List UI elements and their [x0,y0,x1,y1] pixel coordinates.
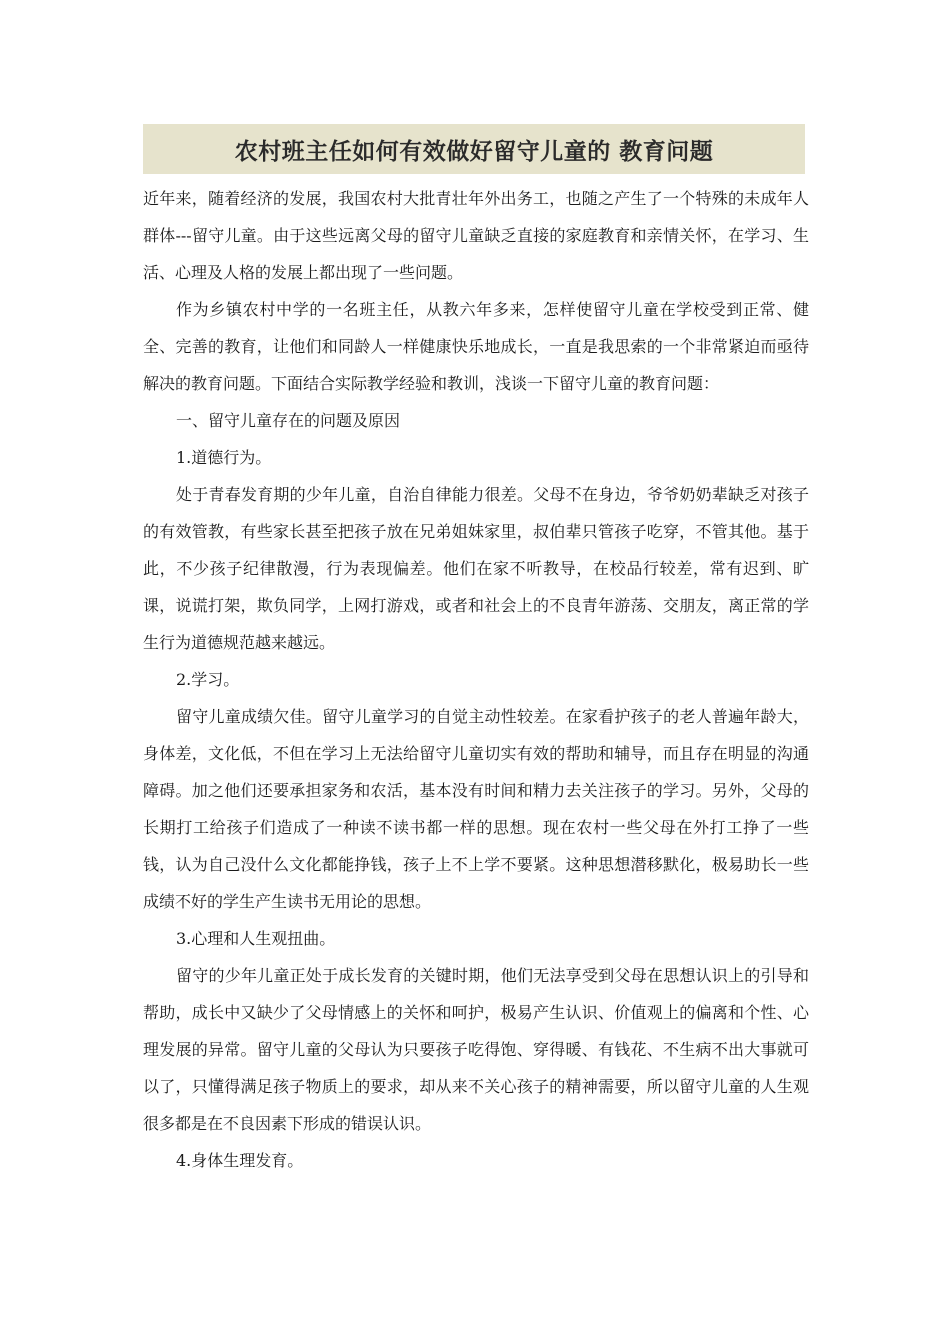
subheading-psychology: 3.心理和人生观扭曲。 [176,929,336,948]
document-body [143,180,809,1179]
paragraph-author-context: 作为乡镇农村中学的一名班主任，从教六年多来，怎样使留守儿童在学校受到正常、健全、完善的教育，让他们和同龄人一样健康快乐地成长，一直是我思索的一个非常紧迫而亟待解决的教育问题。下面结合实际教学经验和教训，浅谈一下留守儿童的教育问题： [143,300,809,393]
section-heading-problems: 一、留守儿童存在的问题及原因 [176,411,401,430]
paragraph-intro: 近年来，随着经济的发展，我国农村大批青壮年外出务工，也随之产生了一个特殊的未成年人群体---留守儿童。由于这些远离父母的留守儿童缺乏直接的家庭教育和亲情关怀，在学习、生活、心理及人格的发展上都出现了一些问题。 [143,189,809,282]
subheading-physical-development: 4.身体生理发育。 [176,1151,304,1170]
title-banner [143,124,805,174]
document-title: 农村班主任如何有效做好留守儿童的 教育问题 [234,137,714,165]
subheading-moral-behavior: 1.道德行为。 [176,448,272,467]
paragraph-study: 留守儿童成绩欠佳。留守儿童学习的自觉主动性较差。在家看护孩子的老人普遍年龄大，身体差，文化低，不但在学习上无法给留守儿童切实有效的帮助和辅导，而且存在明显的沟通障碍。加之他们还要承担家务和农活，基本没有时间和精力去关注孩子的学习。另外，父母的长期打工给孩子们造成了一种读不读书都一样的思想。现在农村一些父母在外打工挣了一些钱，认为自己没什么文化都能挣钱，孩子上不上学不要紧。这种思想潜移默化，极易助长一些成绩不好的学生产生读书无用论的思想。 [143,707,809,911]
paragraph-moral-behavior: 处于青春发育期的少年儿童，自治自律能力很差。父母不在身边，爷爷奶奶辈缺乏对孩子的有效管教，有些家长甚至把孩子放在兄弟姐妹家里，叔伯辈只管孩子吃穿，不管其他。基于此，不少孩子纪律散漫，行为表现偏差。他们在家不听教导，在校品行较差，常有迟到、旷课，说谎打架，欺负同学，上网打游戏，或者和社会上的不良青年游荡、交朋友，离正常的学生行为道德规范越来越远。 [143,485,809,652]
paragraph-psychology: 留守的少年儿童正处于成长发育的关键时期，他们无法享受到父母在思想认识上的引导和帮助，成长中又缺少了父母情感上的关怀和呵护，极易产生认识、价值观上的偏离和个性、心理发展的异常。留守儿童的父母认为只要孩子吃得饱、穿得暖、有钱花、不生病不出大事就可以了，只懂得满足孩子物质上的要求，却从来不关心孩子的精神需要，所以留守儿童的人生观很多都是在不良因素下形成的错误认识。 [143,966,809,1133]
subheading-study: 2.学习。 [176,670,240,689]
